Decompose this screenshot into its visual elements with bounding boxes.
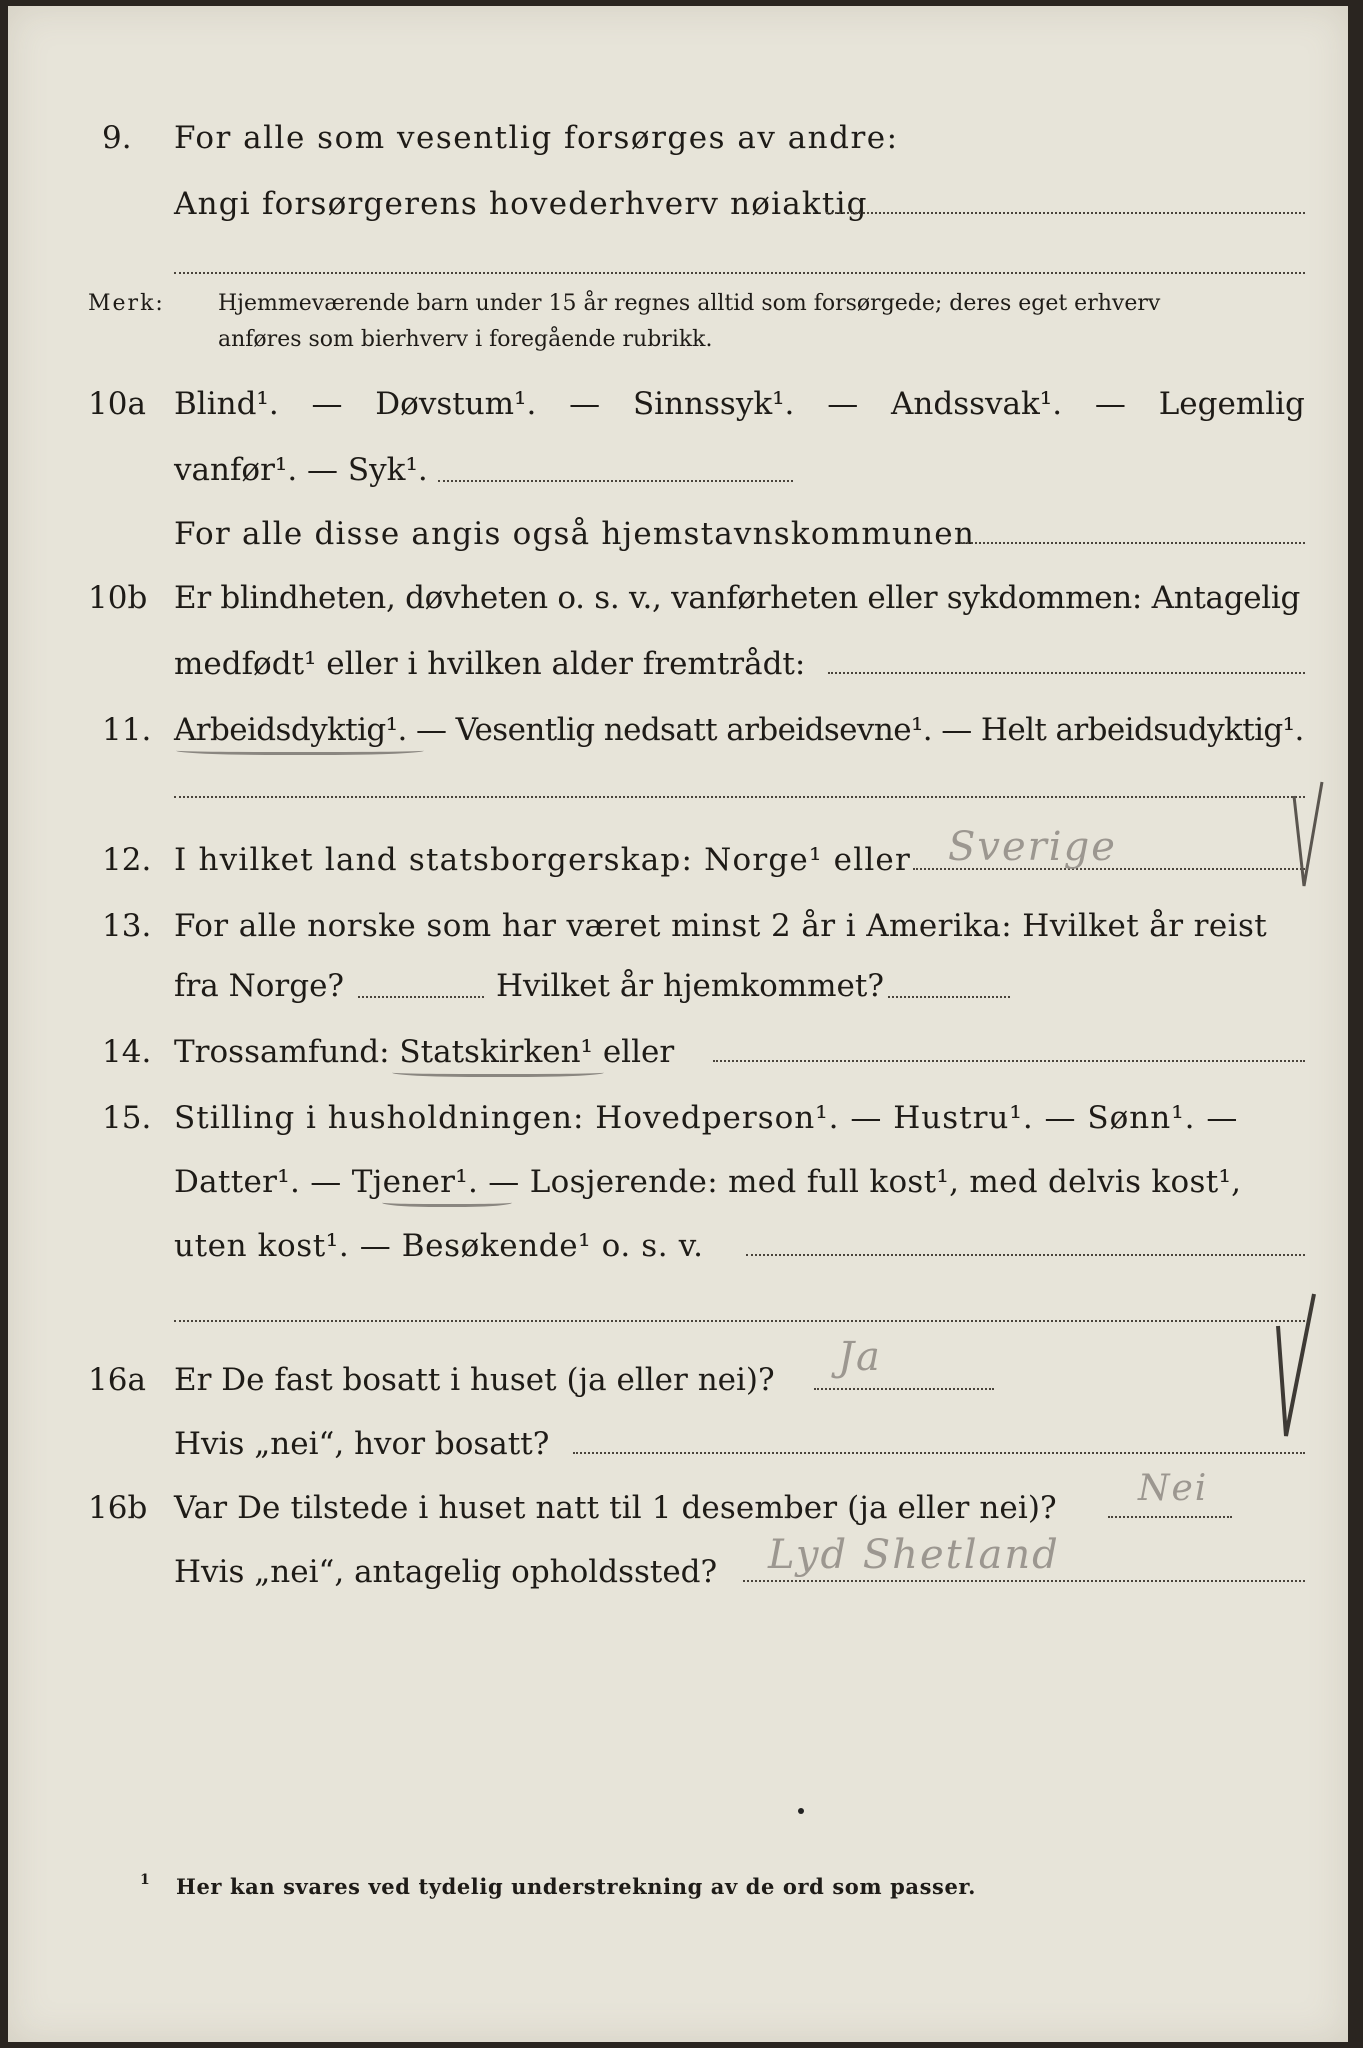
answer-line (743, 1580, 1305, 1582)
option-word: — (569, 386, 601, 422)
footnote-marker: 1 (140, 1872, 150, 1888)
note-text: anføres som bierhverv i foregående rubrikk. (218, 327, 713, 352)
handwritten-underline (176, 744, 424, 755)
question-number: 16b (88, 1490, 148, 1526)
question-text: Hvis „nei“, hvor bosatt? (174, 1426, 550, 1462)
answer-line (573, 1452, 1305, 1454)
census-form-page (8, 6, 1348, 2042)
option-word: Blind¹. (174, 386, 279, 422)
answer-line (814, 1388, 994, 1390)
answer-line (174, 1320, 1305, 1322)
option-word: — (311, 386, 343, 422)
checkmark-icon (1270, 1286, 1320, 1446)
question-number: 14. (102, 1034, 152, 1070)
question-text: fra Norge? (174, 968, 345, 1004)
answer-line (826, 212, 1305, 214)
footnote-text: Her kan svares ved tydelig understrekning av de ord som passer. (176, 1874, 977, 1899)
question-text: For alle som vesentlig forsørges av andre: (174, 120, 899, 156)
question-text: Hvilket år hjemkommet? (496, 968, 884, 1004)
question-text: I hvilket land statsborgerskap: Norge¹ eller (174, 842, 911, 878)
question-text: uten kost¹. — Besøkende¹ o. s. v. (174, 1228, 704, 1264)
option-word: — (1094, 386, 1126, 422)
answer-line (960, 542, 1305, 544)
handwritten-underline (382, 1196, 512, 1207)
answer-line (1108, 1516, 1232, 1518)
answer-line (174, 796, 1305, 798)
question-text: For alle disse angis også hjemstavnskommunen (174, 516, 975, 552)
answer-line (174, 272, 1305, 274)
answer-line (713, 1060, 1305, 1062)
question-text: Hvis „nei“, antagelig opholdssted? (174, 1554, 718, 1590)
question-number: 15. (102, 1100, 152, 1136)
question-text: Arbeidsdyktig¹. — Vesentlig nedsatt arbeidsevne¹. — Helt arbeidsudyktig¹. (174, 712, 1304, 748)
answer-line (746, 1254, 1305, 1256)
question-text: For alle norske som har været minst 2 år i Amerika: Hvilket år reist (174, 908, 1268, 944)
handwritten-underline (392, 1066, 604, 1077)
option-word: — (827, 386, 859, 422)
question-number: 10a (88, 386, 146, 422)
ink-dot (798, 1808, 804, 1814)
question-number: 9. (102, 120, 132, 156)
answer-line (888, 996, 1010, 998)
question-text: Stilling i husholdningen: Hovedperson¹. — Hustru¹. — Sønn¹. — (174, 1100, 1239, 1136)
option-word: Legemlig (1158, 386, 1305, 422)
note-text: Hjemmeværende barn under 15 år regnes alltid som forsørgede; deres eget erhverv (218, 291, 1161, 316)
checkmark-icon (1288, 776, 1328, 896)
note-label: Merk: (88, 291, 165, 316)
question-text: Er blindheten, døvheten o. s. v., vanførheten eller sykdommen: Antagelig (174, 580, 1301, 616)
question-text: medfødt¹ eller i hvilken alder fremtrådt: (174, 646, 806, 682)
answer-line (828, 672, 1305, 674)
question-number: 10b (88, 580, 148, 616)
answer-line (438, 480, 793, 482)
question-number: 11. (102, 712, 152, 748)
handwritten-answer: Ja (838, 1334, 882, 1380)
option-word: Sinnssyk¹. (632, 386, 795, 422)
handwritten-answer: Lyd Shetland (768, 1532, 1060, 1578)
question-text: Er De fast bosatt i huset (ja eller nei)? (174, 1362, 775, 1398)
handwritten-answer: Nei (1138, 1468, 1209, 1509)
question-text: vanfør¹. — Syk¹. (174, 452, 428, 488)
option-word: Døvstum¹. (375, 386, 537, 422)
question-number: 13. (102, 908, 152, 944)
handwritten-answer: Sverige (948, 824, 1117, 870)
answer-line (358, 996, 484, 998)
question-text-justified (174, 384, 1305, 424)
question-number: 12. (102, 842, 152, 878)
question-text: Var De tilstede i huset natt til 1 desember (ja eller nei)? (174, 1490, 1057, 1526)
question-text: Angi forsørgerens hovederhverv nøiaktig (174, 186, 868, 222)
question-text: Datter¹. — Tjener¹. — Losjerende: med full kost¹, med delvis kost¹, (174, 1164, 1242, 1200)
option-word: Andssvak¹. (891, 386, 1063, 422)
question-number: 16a (88, 1362, 146, 1398)
question-text: Trossamfund: Statskirken¹ eller (174, 1034, 675, 1070)
